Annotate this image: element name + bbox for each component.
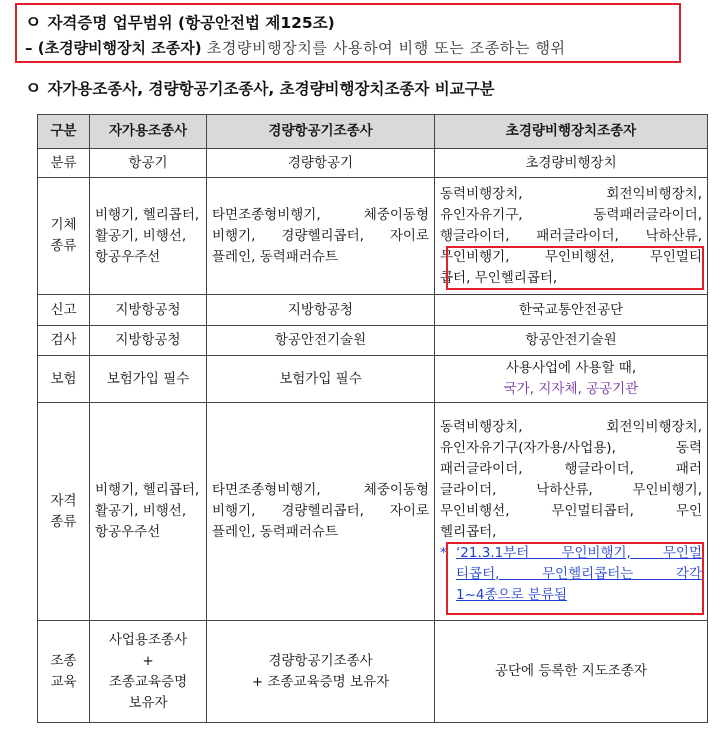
cell-line: + 조종교육증명 보유자 <box>251 673 390 690</box>
section-heading: ㅇ 자가용조종사, 경량항공기조종사, 초경량비행장치조종자 비교구분 <box>25 79 495 99</box>
cell-line: 플레인, 동력패러슈트 <box>212 248 338 265</box>
cell-training-light <box>207 621 435 723</box>
cell-line: 무인비행선, 무인멀티콥터, 무인 <box>440 503 702 519</box>
row-label-inspection: 검사 <box>38 326 90 356</box>
table-row <box>38 149 708 178</box>
cell-line: 유인자유기구, 동력패러글라이더, <box>440 206 702 223</box>
label-line: 종류 <box>50 513 77 530</box>
cell-training-private <box>90 621 207 723</box>
cell-line: 타면조종형비행기, 체중이동형 <box>212 206 429 223</box>
header-category: 구분 <box>38 115 90 149</box>
cell-line: 조종교육증명 <box>108 673 188 690</box>
cell-line: 비행기, 경량헬리콥터, 자이로 <box>212 227 429 244</box>
cell: 보험가입 필수 <box>90 356 207 403</box>
label-line: 자격 <box>50 492 77 509</box>
cell: 경량항공기 <box>207 149 435 178</box>
circle-bullet-icon: ㅇ <box>25 79 42 99</box>
note-asterisk: * <box>440 545 447 561</box>
public-agency-text: 국가, 지자체, 공공기관 <box>503 381 639 397</box>
cell-training-ultralight: 공단에 등록한 지도조종자 <box>435 621 708 723</box>
cell: 항공안전기술원 <box>207 326 435 356</box>
row-label-training <box>38 621 90 723</box>
row-label-aircraft <box>38 178 90 295</box>
row-label-report: 신고 <box>38 295 90 326</box>
cell-line: 패러글라이더, 행글라이더, 패러 <box>440 461 702 477</box>
cell-line: 헬리콥터, <box>440 524 497 540</box>
label-line: 종류 <box>50 238 77 254</box>
cell-line: 행글라이더, 패러글라이더, 낙하산류, <box>440 227 702 244</box>
unmanned-types-highlight-box <box>446 246 704 290</box>
cell: 보험가입 필수 <box>207 356 435 403</box>
table-row <box>38 356 708 403</box>
cell-line: 비행기, 헬리콥터, <box>95 482 200 498</box>
cell-insurance-ultralight <box>435 356 708 403</box>
circle-bullet-icon: ㅇ <box>25 13 42 33</box>
cell-line: 항공우주선 <box>95 524 161 540</box>
scope-text: 초경량비행장치를 사용하여 비행 또는 조종하는 행위 <box>206 39 566 57</box>
cell: 초경량비행장치 <box>435 149 708 178</box>
note-line: 1~4종으로 분류됨 <box>456 587 568 603</box>
cell-aircraft-light <box>207 178 435 295</box>
cell-aircraft-private <box>90 178 207 295</box>
cell-line: 동력비행장치, 회전익비행장치, <box>440 419 702 435</box>
cell-line: 보유자 <box>128 694 168 711</box>
note-line: ‘21.3.1부터 무인비행기, 무인멀 <box>456 545 702 561</box>
header-private-pilot: 자가용조종사 <box>90 115 207 149</box>
cell-line: 사용사업에 사용할 때, <box>505 360 637 376</box>
cell: 지방항공청 <box>207 295 435 326</box>
row-label-insurance: 보험 <box>38 356 90 403</box>
cell-line: 콥터, 무인헬리콥터, <box>440 269 558 286</box>
comparison-table <box>37 114 708 723</box>
table-row <box>38 621 708 723</box>
cell-license-private <box>90 403 207 621</box>
cell: 지방항공청 <box>90 295 207 326</box>
cell: 지방항공청 <box>90 326 207 356</box>
cell-license-light <box>207 403 435 621</box>
cell-line: 글라이더, 낙하산류, 무인비행기, <box>440 482 702 498</box>
cell-line: + <box>142 652 154 669</box>
table-header-row <box>38 115 708 149</box>
note-highlight-box <box>446 542 704 615</box>
cell-line: 활공기, 비행선, <box>95 503 187 519</box>
note-line: 티콥터, 무인헬리콥터는 각각 <box>456 566 702 582</box>
label-line: 기체 <box>50 217 77 233</box>
header-ultralight-pilot: 초경량비행장치조종자 <box>435 115 708 149</box>
table-row <box>38 295 708 326</box>
cell-line: 활공기, 비행선, <box>95 227 187 244</box>
cell: 항공안전기술원 <box>435 326 708 356</box>
row-label-license <box>38 403 90 621</box>
label-line: 교육 <box>50 673 77 690</box>
scope-description <box>25 37 566 58</box>
cell-line: 플레인, 동력패러슈트 <box>212 524 338 540</box>
table-row <box>38 326 708 356</box>
cell-line: 타면조종형비행기, 체중이동형 <box>212 482 429 498</box>
cell-line: 경량항공기조종사 <box>268 652 373 669</box>
cell: 항공기 <box>90 149 207 178</box>
cell-line: 비행기, 헬리콥터, <box>95 206 200 223</box>
cell-line: 항공우주선 <box>95 248 161 265</box>
cell-line: 무인비행기, 무인비행선, 무인멀티 <box>440 248 702 265</box>
header-light-pilot: 경량항공기조종사 <box>207 115 435 149</box>
scope-title: ㅇ 자격증명 업무범위 (항공안전법 제125조) <box>25 13 335 33</box>
cell-line: 동력비행장치, 회전익비행장치, <box>440 185 702 202</box>
cell-line: 유인자유기구(자가용/사업용), 동력 <box>440 440 702 456</box>
cell-line: 사업용조종사 <box>108 631 188 648</box>
scope-prefix: – (초경량비행장치 조종자) <box>25 39 202 57</box>
label-line: 조종 <box>50 652 77 669</box>
cell-line: 비행기, 경량헬리콥터, 자이로 <box>212 503 429 519</box>
cell: 한국교통안전공단 <box>435 295 708 326</box>
row-label-class: 분류 <box>38 149 90 178</box>
